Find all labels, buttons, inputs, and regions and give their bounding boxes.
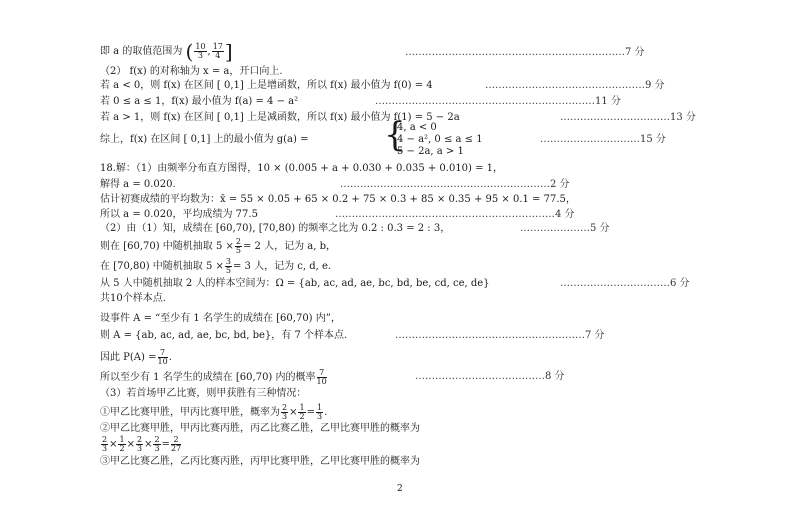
text: = 3 人，记为 c, d, e. — [232, 261, 332, 272]
sample-70-80 — [100, 258, 331, 275]
event-set: 则 A = {ab, ac, ad, ae, bc, bd, be}，有 7 个样本点. — [100, 330, 348, 341]
sample-60-70 — [100, 238, 336, 255]
score-marker: ……………………………6 分 — [560, 278, 690, 289]
fraction: $\frac{2}{3}$ — [136, 435, 143, 453]
text: 则在 [60,70) 中随机抽取 5 × — [100, 241, 234, 252]
fraction: $\frac{17}{4}$ — [212, 42, 223, 60]
case-middle: 若 0 ≤ a ≤ 1，f(x) 最小值为 f(a) = 4 − a² — [100, 96, 299, 107]
text: . — [168, 352, 172, 363]
fraction: $\frac{2}{3}$ — [154, 435, 160, 453]
text: ①甲乙比赛甲胜，甲丙比赛甲胜，概率为 — [100, 407, 280, 418]
case-two-product: $\frac{2}{3}$ × $\frac{1}{2}$ × $\frac{2}{3}$ × $\frac{2}{3}$ = $\frac{2}{27}$ — [102, 435, 182, 453]
fraction: $\frac{2}{27}$ — [170, 435, 182, 453]
score-marker: …………………………………………9 分 — [485, 80, 665, 91]
fraction: $\frac{3}{5}$ — [225, 257, 231, 275]
score-marker: …………………………………………………………11 分 — [375, 96, 621, 107]
fraction: $\frac{1}{3}$ — [316, 403, 323, 421]
fraction: $\frac{7}{10}$ — [316, 368, 327, 386]
part3-intro: （3）若首场甲乙比赛，则甲获胜有三种情况： — [100, 388, 307, 399]
mean-estimate: 估计初赛成绩的平均数为：x̄ = 55 × 0.05 + 65 × 0.2 + 75 × 0.3 + 85 × 0.35 + 95 × 0.1 = 77.5， — [100, 194, 576, 205]
fraction: $\frac{1}{2}$ — [299, 403, 305, 421]
piecewise-case: 4 − a², 0 ≤ a ≤ 1 — [397, 134, 483, 145]
score-marker: ………………………………………………………2 分 — [340, 179, 570, 190]
score-marker: …………………………………………………7 分 — [395, 330, 605, 341]
case-decreasing: 若 a > 1，则 f(x) 在区间 [ 0,1] 上是减函数，所以 f(x) 最小值为 f(1) = 5 − 2a — [100, 112, 460, 123]
case-one: ①甲乙比赛甲胜，甲丙比赛甲胜，概率为 $\frac{2}{3}$ × $\frac{1}{2}$ = $\frac{1}{3}$ . — [100, 403, 328, 421]
text: 所以至少有 1 名学生的成绩在 [60,70) 内的概率 — [100, 372, 316, 383]
summary-statement: 综上，f(x) 在区间 [ 0,1] 上的最小值为 g(a) = — [100, 134, 309, 145]
score-marker: …………………………………………………………7 分 — [405, 47, 645, 58]
text: = 2 人，记为 a, b， — [242, 241, 336, 252]
page-number: 2 — [397, 484, 403, 494]
axis-statement: （2） f(x) 的对称轴为 x = a，开口向上. — [100, 66, 283, 77]
probability-conclusion — [100, 369, 328, 386]
case-increasing: 若 a < 0，则 f(x) 在区间 [ 0,1] 上是增函数，所以 f(x) 最小值为 f(0) = 4 — [100, 80, 433, 91]
fraction: $\frac{2}{5}$ — [235, 237, 241, 255]
text: 在 [70,80) 中随机抽取 5 × — [100, 261, 224, 272]
mean-result: 所以 a = 0.020，平均成绩为 77.5 — [100, 209, 258, 220]
score-marker: …………………………15 分 — [540, 134, 666, 145]
problem-18-part1: 18.解：（1）由频率分布直方图得，10 × (0.005 + a + 0.030 + 0.035 + 0.010) = 1， — [100, 163, 504, 174]
sample-space: 从 5 人中随机抽取 2 人的样本空间为：Ω = {ab, ac, ad, ae, bc, bd, be, cd, ce, de} — [100, 278, 490, 289]
fraction: $\frac{7}{10}$ — [157, 348, 168, 366]
score-marker: …………………………………8 分 — [415, 371, 565, 382]
sample-count: 共10个样本点. — [100, 293, 166, 304]
range-text: 即 a 的取值范围为 — [100, 46, 183, 57]
score-marker: …………………5 分 — [520, 223, 610, 234]
piecewise-case: 4, a < 0 — [397, 122, 437, 133]
piecewise-brace: { — [384, 115, 406, 155]
text: 因此 P(A) = — [100, 352, 157, 363]
fraction: $\frac{1}{2}$ — [119, 435, 125, 453]
score-marker: ……………………………13 分 — [560, 112, 696, 123]
piecewise-case: 5 − 2a, a > 1 — [397, 146, 464, 157]
case-three: ③甲乙比赛乙胜，乙丙比赛丙胜，丙甲比赛甲胜，乙甲比赛甲胜的概率为 — [100, 456, 420, 467]
range-statement: 即 a 的取值范围为 ( $\frac{10}{3}$ , $\frac{17}{4}$ ] — [100, 39, 233, 64]
case-two: ②甲乙比赛甲胜，甲丙比赛丙胜，丙乙比赛乙胜，乙甲比赛甲胜的概率为 — [100, 423, 420, 434]
event-definition: 设事件 A = “至少有 1 名学生的成绩在 [60,70) 内”， — [100, 313, 341, 324]
open-paren: ( — [185, 39, 194, 64]
fraction: $\frac{2}{3}$ — [102, 435, 108, 453]
close-paren: ] — [224, 39, 233, 64]
probability-result — [100, 349, 172, 366]
score-marker: …………………………………………………………4 分 — [335, 209, 575, 220]
ratio-statement: （2）由（1）知，成绩在 [60,70), [70,80) 的频率之比为 0.2 : 0.3 = 2 : 3， — [100, 223, 451, 234]
solve-a: 解得 a = 0.020. — [100, 179, 176, 190]
fraction: $\frac{2}{3}$ — [282, 403, 288, 421]
fraction: $\frac{10}{3}$ — [195, 42, 206, 60]
